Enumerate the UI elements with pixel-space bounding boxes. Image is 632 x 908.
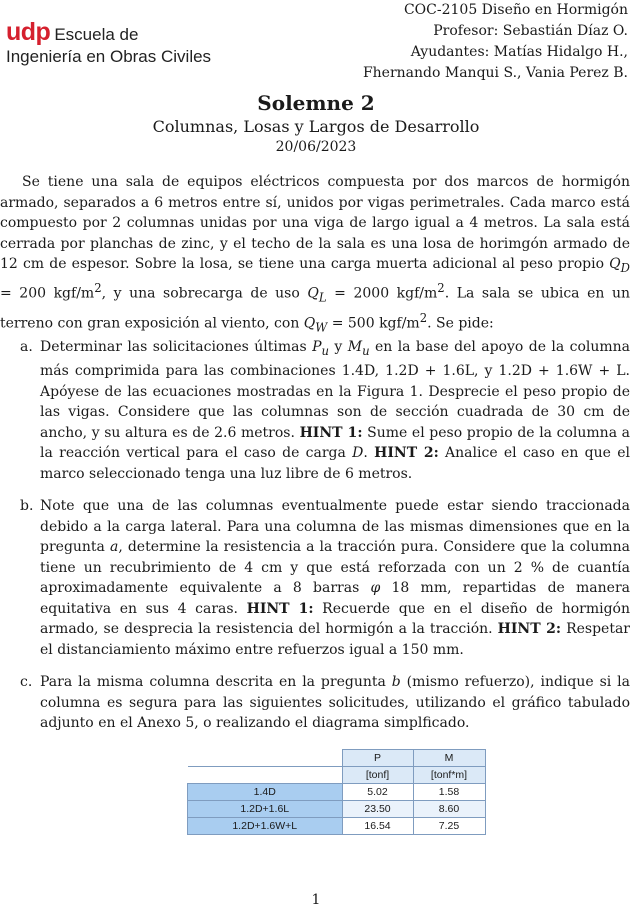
question-label: b. [20, 498, 34, 515]
header-m: M [413, 750, 485, 767]
question-list [0, 337, 630, 746]
course-info [363, 0, 628, 84]
table-header-row [188, 750, 486, 767]
p-value: 23.50 [342, 801, 413, 818]
logo-mark: udp [6, 18, 51, 46]
combo-label: 1.2D+1.6W+L [188, 818, 343, 835]
hint-label: HINT 1: [299, 424, 363, 441]
hint-label: HINT 2: [497, 621, 562, 638]
page-number: 1 [311, 892, 321, 908]
header-p: P [342, 750, 413, 767]
logo-school-name: Escuela de [54, 25, 139, 44]
m-value: 1.58 [413, 784, 485, 801]
assistants-line2: Fhernando Manqui S., Vania Perez B. [362, 65, 628, 81]
table-row [188, 801, 486, 818]
combo-label: 1.4D [188, 784, 343, 801]
m-value: 7.25 [413, 818, 485, 835]
p-value: 16.54 [342, 818, 413, 835]
title-block [0, 90, 632, 157]
document-subtitle: Columnas, Losas y Largos de Desarrollo [152, 117, 480, 136]
question-label: a. [20, 339, 33, 355]
question-b: b. Note que una de las columnas eventualmente puede estar siendo traccionada debido a la carga lateral. Para una columna de las mismas dimensiones que en la pregunta a, determine la resistencia a la tracción pura. Considere que la columna tiene un recubrimiento de 4 cm y que está reforzada con un 2 % de cuantía aproximadamente equivalente a 8 barras φ 18 mm, repartidas de manera equitativa en sus 4 caras. HINT 1: Recuerde que en el diseño de hormigón armado, se desprecia la resistencia del hormigón a la tracción. HINT 2: Respetar el distanciamiento máximo entre refuerzos igual a 150 mm. [20, 498, 631, 658]
logo-school-line2: Ingeniería en Obras Civiles [6, 47, 212, 66]
combo-label: 1.2D+1.6L [188, 801, 343, 818]
hint-label: HINT 1: [246, 600, 314, 617]
table-units-row [188, 767, 486, 784]
table-row [188, 784, 486, 801]
question-label: c. [20, 674, 33, 691]
question-c: c. Para la misma columna descrita en la pregunta b (mismo refuerzo), indique si la columna es segura para las siguientes solicitudes, utilizando el gráfico tabulado adjunto en el Anexo 5, o realizando el diagrama simplficado. [20, 674, 630, 732]
p-value: 5.02 [342, 784, 413, 801]
course-code: COC-2105 Diseño en Hormigón [403, 2, 628, 18]
unit-p: [tonf] [342, 767, 413, 784]
hint-label: HINT 2: [374, 445, 439, 462]
intro-paragraph: Se tiene una sala de equipos eléctricos compuesta por dos marcos de hormigón armado, separados a 6 metros entre sí, unidos por vigas perimetrales. Cada marco está compuesto por 2 columnas unidas por una viga de largo igual a 4 metros. La sala está cerrada por planchas de zinc, y el techo de la sala es una losa de horimgón armado de 12 cm de espesor. Sobre la losa, se tiene una carga muerta adicional al peso propio $Q_D = 200$ kgf/$m^2$, y una sobrecarga de uso $Q_L = 2000$ kgf/$m^2$. La sala se ubica en un terreno con gran exposición al viento, con $Q_W = 500$ kgf/$m^2$. Se pide: [0, 174, 630, 335]
question-a: a. Determinar las solicitaciones últimas $P_u$ y $M_u$ en la base del apoyo de la columna más comprimida para las combinaciones 1.4D, 1.2D + 1.6L, y 1.2D + 1.6W + L. Apóyese de las ecuaciones mostradas en la Figura 1. Desprecie el peso propio de las vigas. Considere que las columnas son de sección cuadrada de 30 cm de ancho, y su altura es de 2.6 metros. HINT 1: Sume el peso propio de la columna a la reacción vertical para el caso de carga D. HINT 2: Analice el caso en que el marco seleccionado tenga una luz libre de 6 metros. [20, 339, 631, 482]
m-value: 8.60 [413, 801, 485, 818]
professor: Profesor: Sebastián Díaz O. [433, 23, 628, 39]
document-title: Solemne 2 [257, 91, 375, 115]
loads-table [187, 749, 486, 835]
udp-logo [6, 18, 212, 67]
table-row [188, 818, 486, 835]
document-date: 20/06/2023 [275, 139, 357, 155]
assistants-line1: Ayudantes: Matías Hidalgo H., [410, 44, 628, 60]
unit-m: [tonf*m] [413, 767, 485, 784]
